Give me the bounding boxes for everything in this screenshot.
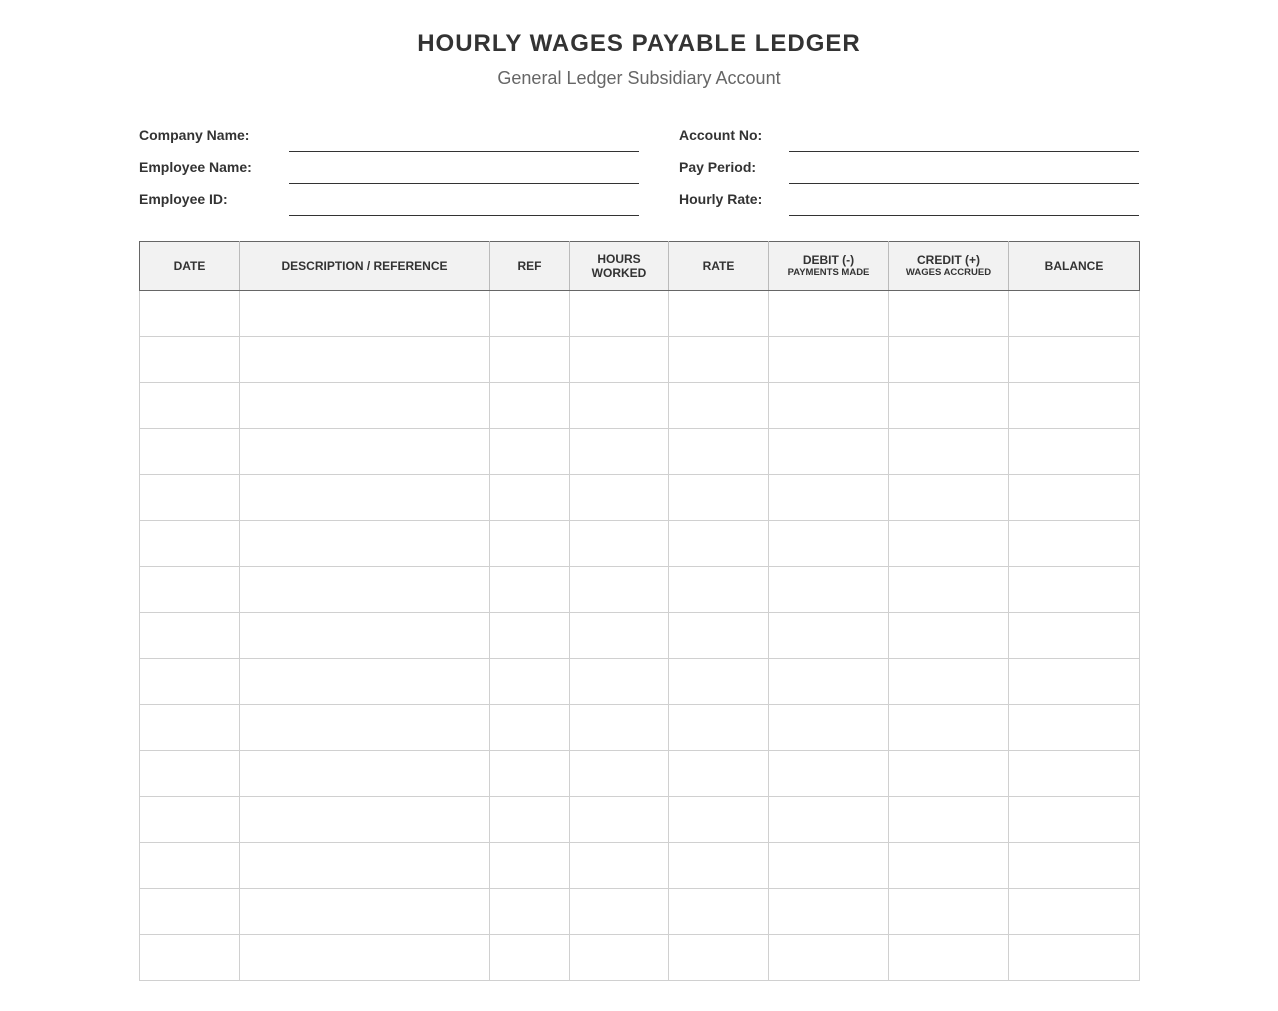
column-header-balance: [1009, 242, 1140, 291]
cell-description[interactable]: [240, 291, 490, 337]
cell-description[interactable]: [240, 889, 490, 935]
employee-id-label: Employee ID:: [139, 191, 228, 207]
table-row: [140, 475, 1140, 521]
ledger-body: [140, 291, 1140, 981]
cell-hours[interactable]: [570, 797, 669, 843]
cell-ref[interactable]: [490, 383, 570, 429]
cell-hours[interactable]: [570, 429, 669, 475]
employee-name-label: Employee Name:: [139, 159, 252, 175]
column-header-label: DESCRIPTION / REFERENCE: [281, 259, 448, 273]
account-no-label: Account No:: [679, 127, 763, 143]
cell-balance[interactable]: [1009, 935, 1140, 981]
cell-hours[interactable]: [570, 613, 669, 659]
cell-rate[interactable]: [669, 291, 769, 337]
cell-credit[interactable]: [889, 889, 1009, 935]
cell-rate[interactable]: [669, 429, 769, 475]
table-row: [140, 521, 1140, 567]
cell-rate[interactable]: [669, 383, 769, 429]
cell-date[interactable]: [140, 521, 240, 567]
cell-balance[interactable]: [1009, 337, 1140, 383]
table-row: [140, 337, 1140, 383]
cell-ref[interactable]: [490, 751, 570, 797]
table-row: [140, 567, 1140, 613]
cell-rate[interactable]: [669, 521, 769, 567]
pay-period-label: Pay Period:: [679, 159, 757, 175]
cell-description[interactable]: [240, 429, 490, 475]
cell-debit[interactable]: [769, 889, 889, 935]
account-no-field: [679, 120, 1179, 152]
cell-ref[interactable]: [490, 567, 570, 613]
cell-ref[interactable]: [490, 291, 570, 337]
column-header-hours: [570, 242, 669, 291]
cell-rate[interactable]: [669, 705, 769, 751]
cell-rate[interactable]: [669, 475, 769, 521]
employee-id-line[interactable]: [289, 215, 639, 216]
cell-description[interactable]: [240, 567, 490, 613]
column-header-sublabel: WAGES ACCRUED: [905, 267, 992, 278]
employee-name-field: [139, 152, 639, 184]
cell-description[interactable]: [240, 337, 490, 383]
cell-date[interactable]: [140, 475, 240, 521]
cell-description[interactable]: [240, 843, 490, 889]
column-header-ref: [490, 242, 570, 291]
cell-debit[interactable]: [769, 475, 889, 521]
cell-description[interactable]: [240, 383, 490, 429]
cell-ref[interactable]: [490, 521, 570, 567]
cell-debit[interactable]: [769, 383, 889, 429]
cell-balance[interactable]: [1009, 613, 1140, 659]
cell-balance[interactable]: [1009, 475, 1140, 521]
cell-balance[interactable]: [1009, 843, 1140, 889]
column-header-description: [240, 242, 490, 291]
cell-rate[interactable]: [669, 337, 769, 383]
table-row: [140, 383, 1140, 429]
employee-id-field: [139, 184, 639, 216]
cell-credit[interactable]: [889, 383, 1009, 429]
ledger-table: [139, 241, 1140, 981]
cell-hours[interactable]: [570, 337, 669, 383]
cell-credit[interactable]: [889, 429, 1009, 475]
table-row: [140, 613, 1140, 659]
cell-credit[interactable]: [889, 567, 1009, 613]
cell-rate[interactable]: [669, 935, 769, 981]
cell-hours[interactable]: [570, 751, 669, 797]
cell-ref[interactable]: [490, 429, 570, 475]
table-row: [140, 751, 1140, 797]
column-header-label: BALANCE: [1044, 259, 1104, 273]
header-fields: [139, 120, 1139, 216]
cell-date[interactable]: [140, 567, 240, 613]
field-row: [139, 120, 1139, 152]
cell-balance[interactable]: [1009, 659, 1140, 705]
cell-debit[interactable]: [769, 935, 889, 981]
cell-ref[interactable]: [490, 797, 570, 843]
column-header-sublabel: PAYMENTS MADE: [787, 267, 870, 278]
cell-debit[interactable]: [769, 705, 889, 751]
cell-credit[interactable]: [889, 843, 1009, 889]
table-row: [140, 797, 1140, 843]
cell-ref[interactable]: [490, 705, 570, 751]
cell-debit[interactable]: [769, 659, 889, 705]
column-header-date: [140, 242, 240, 291]
cell-debit[interactable]: [769, 567, 889, 613]
cell-hours[interactable]: [570, 521, 669, 567]
column-header-label: DEBIT (-): [802, 253, 855, 267]
cell-rate[interactable]: [669, 797, 769, 843]
cell-balance[interactable]: [1009, 797, 1140, 843]
cell-credit[interactable]: [889, 521, 1009, 567]
pay-period-field: [679, 152, 1179, 184]
cell-credit[interactable]: [889, 337, 1009, 383]
cell-hours[interactable]: [570, 889, 669, 935]
company-name-field: [139, 120, 639, 152]
cell-balance[interactable]: [1009, 291, 1140, 337]
hourly-rate-field: [679, 184, 1179, 216]
table-row: [140, 705, 1140, 751]
cell-credit[interactable]: [889, 797, 1009, 843]
cell-rate[interactable]: [669, 889, 769, 935]
cell-debit[interactable]: [769, 797, 889, 843]
cell-date[interactable]: [140, 659, 240, 705]
cell-date[interactable]: [140, 889, 240, 935]
cell-hours[interactable]: [570, 705, 669, 751]
cell-hours[interactable]: [570, 843, 669, 889]
cell-description[interactable]: [240, 613, 490, 659]
table-row: [140, 889, 1140, 935]
cell-ref[interactable]: [490, 889, 570, 935]
cell-rate[interactable]: [669, 843, 769, 889]
cell-debit[interactable]: [769, 613, 889, 659]
cell-date[interactable]: [140, 935, 240, 981]
column-header-label: REF: [517, 259, 542, 273]
column-header-label: CREDIT (+): [917, 253, 980, 267]
cell-rate[interactable]: [669, 567, 769, 613]
table-row: [140, 843, 1140, 889]
cell-ref[interactable]: [490, 935, 570, 981]
company-name-label: Company Name:: [139, 127, 250, 143]
cell-hours[interactable]: [570, 935, 669, 981]
hourly-rate-line[interactable]: [789, 215, 1139, 216]
table-header-row: [140, 242, 1140, 291]
cell-credit[interactable]: [889, 751, 1009, 797]
cell-balance[interactable]: [1009, 429, 1140, 475]
table-row: [140, 935, 1140, 981]
cell-credit[interactable]: [889, 613, 1009, 659]
cell-balance[interactable]: [1009, 751, 1140, 797]
column-header-label: DATE: [173, 259, 206, 273]
cell-hours[interactable]: [570, 475, 669, 521]
cell-date[interactable]: [140, 843, 240, 889]
cell-date[interactable]: [140, 705, 240, 751]
cell-hours[interactable]: [570, 567, 669, 613]
cell-balance[interactable]: [1009, 889, 1140, 935]
cell-date[interactable]: [140, 751, 240, 797]
cell-date[interactable]: [140, 797, 240, 843]
cell-credit[interactable]: [889, 935, 1009, 981]
column-header-label: HOURS WORKED: [591, 252, 647, 280]
hourly-rate-label: Hourly Rate:: [679, 191, 763, 207]
cell-ref[interactable]: [490, 659, 570, 705]
cell-debit[interactable]: [769, 291, 889, 337]
cell-ref[interactable]: [490, 337, 570, 383]
cell-credit[interactable]: [889, 705, 1009, 751]
column-header-rate: [669, 242, 769, 291]
cell-credit[interactable]: [889, 291, 1009, 337]
cell-rate[interactable]: [669, 659, 769, 705]
cell-description[interactable]: [240, 705, 490, 751]
cell-balance[interactable]: [1009, 705, 1140, 751]
cell-ref[interactable]: [490, 843, 570, 889]
page-title: HOURLY WAGES PAYABLE LEDGER: [417, 30, 861, 57]
cell-debit[interactable]: [769, 843, 889, 889]
cell-debit[interactable]: [769, 337, 889, 383]
cell-hours[interactable]: [570, 383, 669, 429]
cell-ref[interactable]: [490, 613, 570, 659]
table-row: [140, 659, 1140, 705]
table-row: [140, 429, 1140, 475]
cell-balance[interactable]: [1009, 521, 1140, 567]
cell-description[interactable]: [240, 475, 490, 521]
cell-hours[interactable]: [570, 659, 669, 705]
field-row: [139, 184, 1139, 216]
cell-rate[interactable]: [669, 613, 769, 659]
cell-description[interactable]: [240, 751, 490, 797]
cell-ref[interactable]: [490, 475, 570, 521]
cell-hours[interactable]: [570, 291, 669, 337]
cell-date[interactable]: [140, 613, 240, 659]
cell-debit[interactable]: [769, 429, 889, 475]
cell-date[interactable]: [140, 429, 240, 475]
cell-date[interactable]: [140, 383, 240, 429]
cell-credit[interactable]: [889, 475, 1009, 521]
cell-date[interactable]: [140, 337, 240, 383]
cell-description[interactable]: [240, 935, 490, 981]
table-row: [140, 291, 1140, 337]
cell-credit[interactable]: [889, 659, 1009, 705]
cell-description[interactable]: [240, 659, 490, 705]
column-header-debit: [769, 242, 889, 291]
cell-balance[interactable]: [1009, 567, 1140, 613]
column-header-label: RATE: [702, 259, 735, 273]
cell-balance[interactable]: [1009, 383, 1140, 429]
cell-debit[interactable]: [769, 521, 889, 567]
cell-description[interactable]: [240, 797, 490, 843]
cell-debit[interactable]: [769, 751, 889, 797]
cell-description[interactable]: [240, 521, 490, 567]
column-header-credit: [889, 242, 1009, 291]
cell-rate[interactable]: [669, 751, 769, 797]
cell-date[interactable]: [140, 291, 240, 337]
page-subtitle: General Ledger Subsidiary Account: [497, 68, 781, 88]
field-row: [139, 152, 1139, 184]
